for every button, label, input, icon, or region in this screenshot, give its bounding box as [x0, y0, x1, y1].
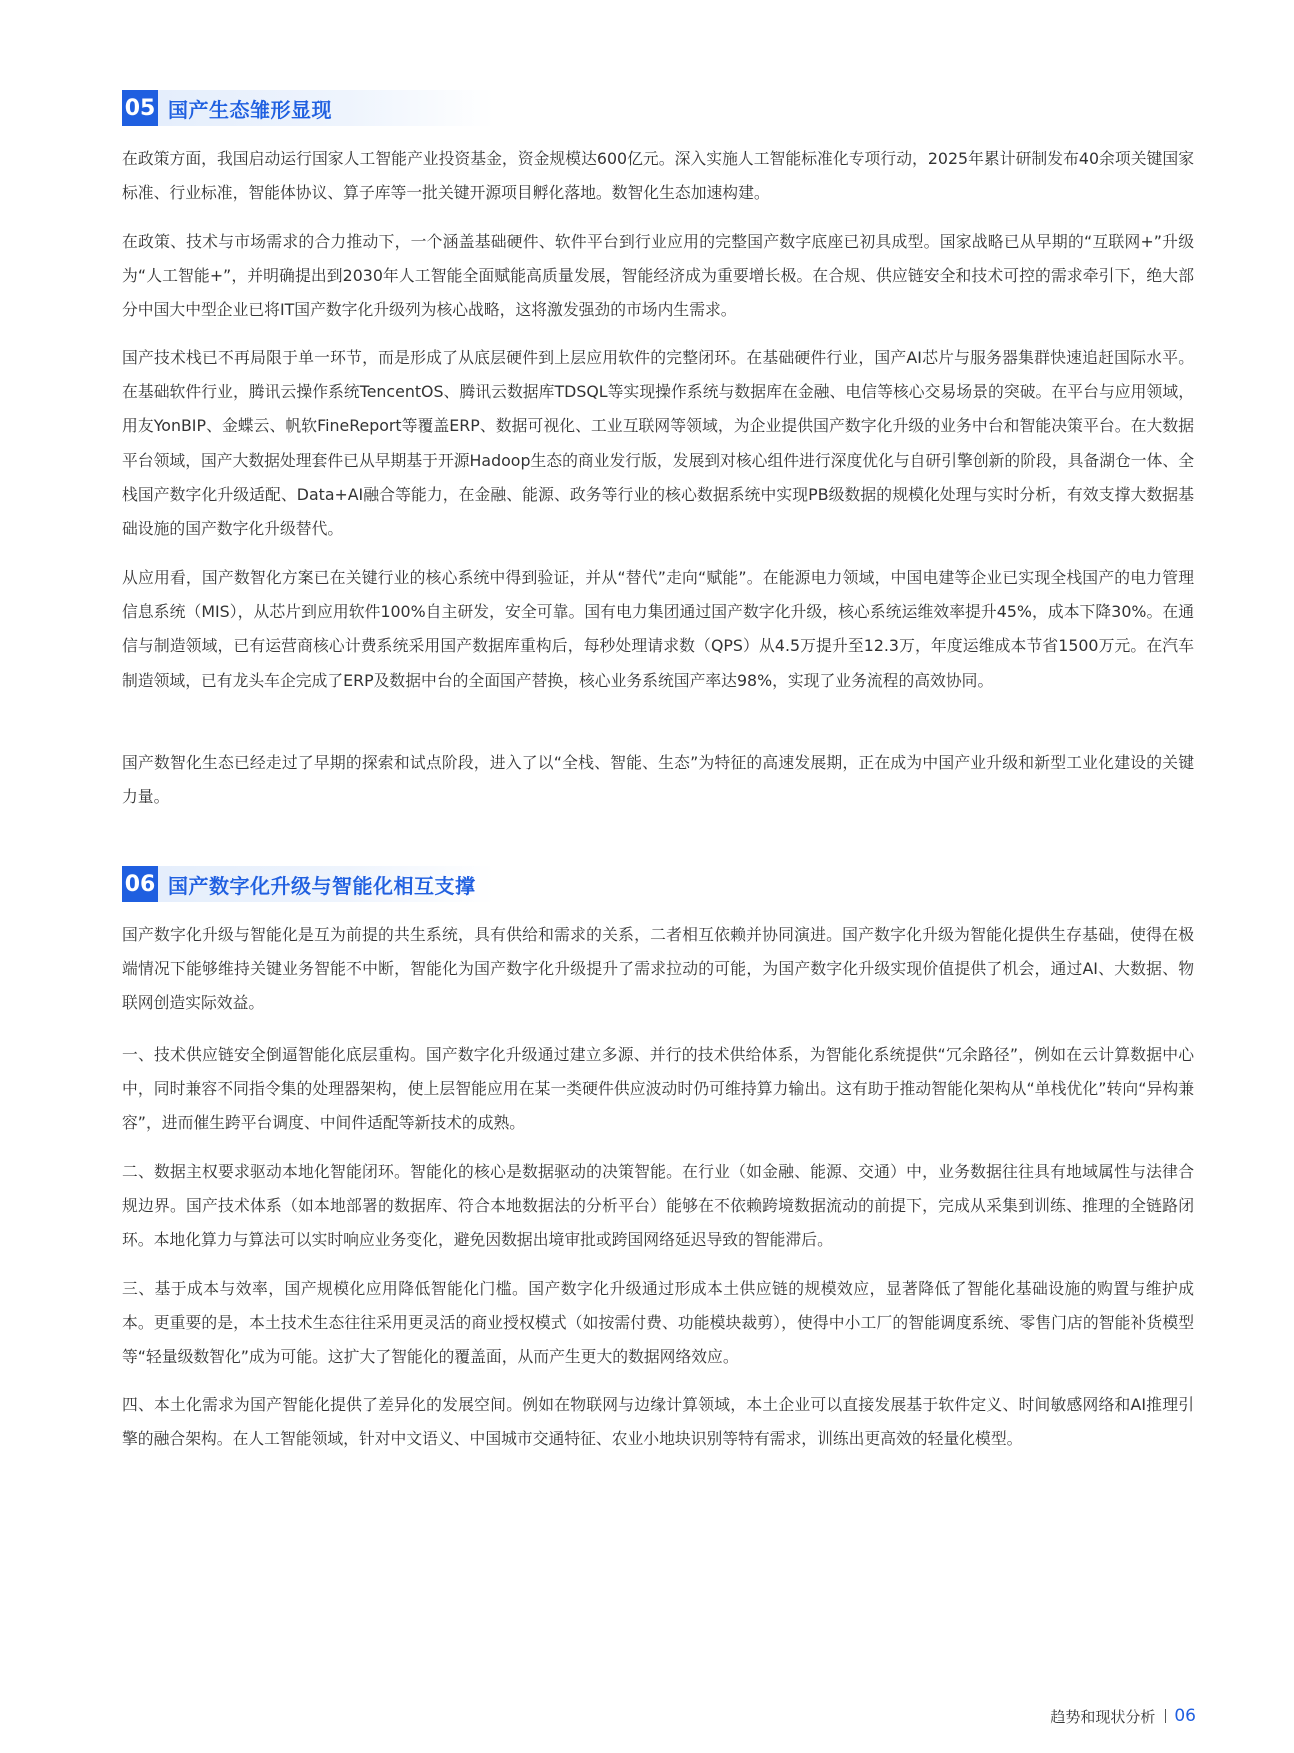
paragraph: 二、数据主权要求驱动本地化智能闭环。智能化的核心是数据驱动的决策智能。在行业（如金融、能源、交通）中，业务数据往往具有地域属性与法律合规边界。国产技术体系（如本地部署的数据库、符合本地数据法的分析平台）能够在不依赖跨境数据流动的前提下，完成从采集到训练、推理的全链路闭环。本地化算力与算法可以实时响应业务变化，避免因数据出境审批或跨国网络延迟导致的智能滞后。: [122, 1162, 1194, 1250]
paragraph: 在政策方面，我国启动运行国家人工智能产业投资基金，资金规模达600亿元。深入实施人工智能标准化专项行动，2025年累计研制发布40余项关键国家标准、行业标准，智能体协议、算子库等一批关键开源项目孵化落地。数智化生态加速构建。: [122, 149, 1194, 203]
paragraph: 国产数智化生态已经走过了早期的探索和试点阶段，进入了以“全栈、智能、生态”为特征的高速发展期，正在成为中国产业升级和新型工业化建设的关键力量。: [122, 753, 1194, 807]
paragraph: 三、基于成本与效率，国产规模化应用降低智能化门槛。国产数字化升级通过形成本土供应链的规模效应，显著降低了智能化基础设施的购置与维护成本。更重要的是，本土技术生态往往采用更灵活的商业授权模式（如按需付费、功能模块裁剪），使得中小工厂的智能调度系统、零售门店的智能补货模型等“轻量级数智化”成为可能。这扩大了智能化的覆盖面，从而产生更大的数据网络效应。: [122, 1279, 1194, 1367]
section-header-06: [122, 866, 494, 902]
paragraph: 从应用看，国产数智化方案已在关键行业的核心系统中得到验证，并从“替代”走向“赋能”。在能源电力领域，中国电建等企业已实现全栈国产的电力管理信息系统（MIS），从芯片到应用软件100%自主研发，安全可靠。国有电力集团通过国产数字化升级，核心系统运维效率提升45%，成本下降30%。在通信与制造领域，已有运营商核心计费系统采用国产数据库重构后，每秒处理请求数（QPS）从4.5万提升至12.3万，年度运维成本节省1500万元。在汽车制造领域，已有龙头车企完成了ERP及数据中台的全面国产替换，核心业务系统国产率达98%，实现了业务流程的高效协同。: [122, 568, 1194, 690]
section-number: 06: [122, 866, 158, 902]
page-footer: [1050, 1704, 1196, 1728]
section-title: 国产生态雏形显现: [168, 97, 332, 122]
section-title: 国产数字化升级与智能化相互支撑: [168, 873, 476, 898]
section-header-05: [122, 90, 494, 126]
section-number: 05: [122, 90, 158, 126]
paragraph: 一、技术供应链安全倒逼智能化底层重构。国产数字化升级通过建立多源、并行的技术供给体系，为智能化系统提供“冗余路径”，例如在云计算数据中心中，同时兼容不同指令集的处理器架构，使上层智能应用在某一类硬件供应波动时仍可维持算力输出。这有助于推动智能化架构从“单栈优化”转向“异构兼容”，进而催生跨平台调度、中间件适配等新技术的成熟。: [122, 1045, 1194, 1133]
paragraph: 国产数字化升级与智能化是互为前提的共生系统，具有供给和需求的关系，二者相互依赖并协同演进。国产数字化升级为智能化提供生存基础，使得在极端情况下能够维持关键业务智能不中断，智能化为国产数字化升级提升了需求拉动的可能，为国产数字化升级实现价值提供了机会，通过AI、大数据、物联网创造实际效益。: [122, 925, 1194, 1013]
footer-divider: [1165, 1709, 1166, 1723]
page-number: 06: [1174, 1706, 1196, 1726]
paragraph: 在政策、技术与市场需求的合力推动下，一个涵盖基础硬件、软件平台到行业应用的完整国产数字底座已初具成型。国家战略已从早期的“互联网+”升级为“人工智能+”，并明确提出到2030年人工智能全面赋能高质量发展，智能经济成为重要增长极。在合规、供应链安全和技术可控的需求牵引下，绝大部分中国大中型企业已将IT国产数字化升级列为核心战略，这将激发强劲的市场内生需求。: [122, 232, 1194, 320]
footer-label: 趋势和现状分析: [1050, 1707, 1156, 1726]
paragraph: 四、本土化需求为国产智能化提供了差异化的发展空间。例如在物联网与边缘计算领域，本土企业可以直接发展基于软件定义、时间敏感网络和AI推理引擎的融合架构。在人工智能领域，针对中文语义、中国城市交通特征、农业小地块识别等特有需求，训练出更高效的轻量化模型。: [122, 1395, 1194, 1449]
paragraph: 国产技术栈已不再局限于单一环节，而是形成了从底层硬件到上层应用软件的完整闭环。在基础硬件行业，国产AI芯片与服务器集群快速追赶国际水平。在基础软件行业，腾讯云操作系统TencentOS、腾讯云数据库TDSQL等实现操作系统与数据库在金融、电信等核心交易场景的突破。在平台与应用领域，用友YonBIP、金蝶云、帆软FineReport等覆盖ERP、数据可视化、工业互联网等领域，为企业提供国产数字化升级的业务中台和智能决策平台。在大数据平台领域，国产大数据处理套件已从早期基于开源Hadoop生态的商业发行版，发展到对核心组件进行深度优化与自研引擎创新的阶段，具备湖仓一体、全栈国产数字化升级适配、Data+AI融合等能力，在金融、能源、政务等行业的核心数据系统中实现PB级数据的规模化处理与实时分析，有效支撑大数据基础设施的国产数字化升级替代。: [122, 348, 1195, 539]
